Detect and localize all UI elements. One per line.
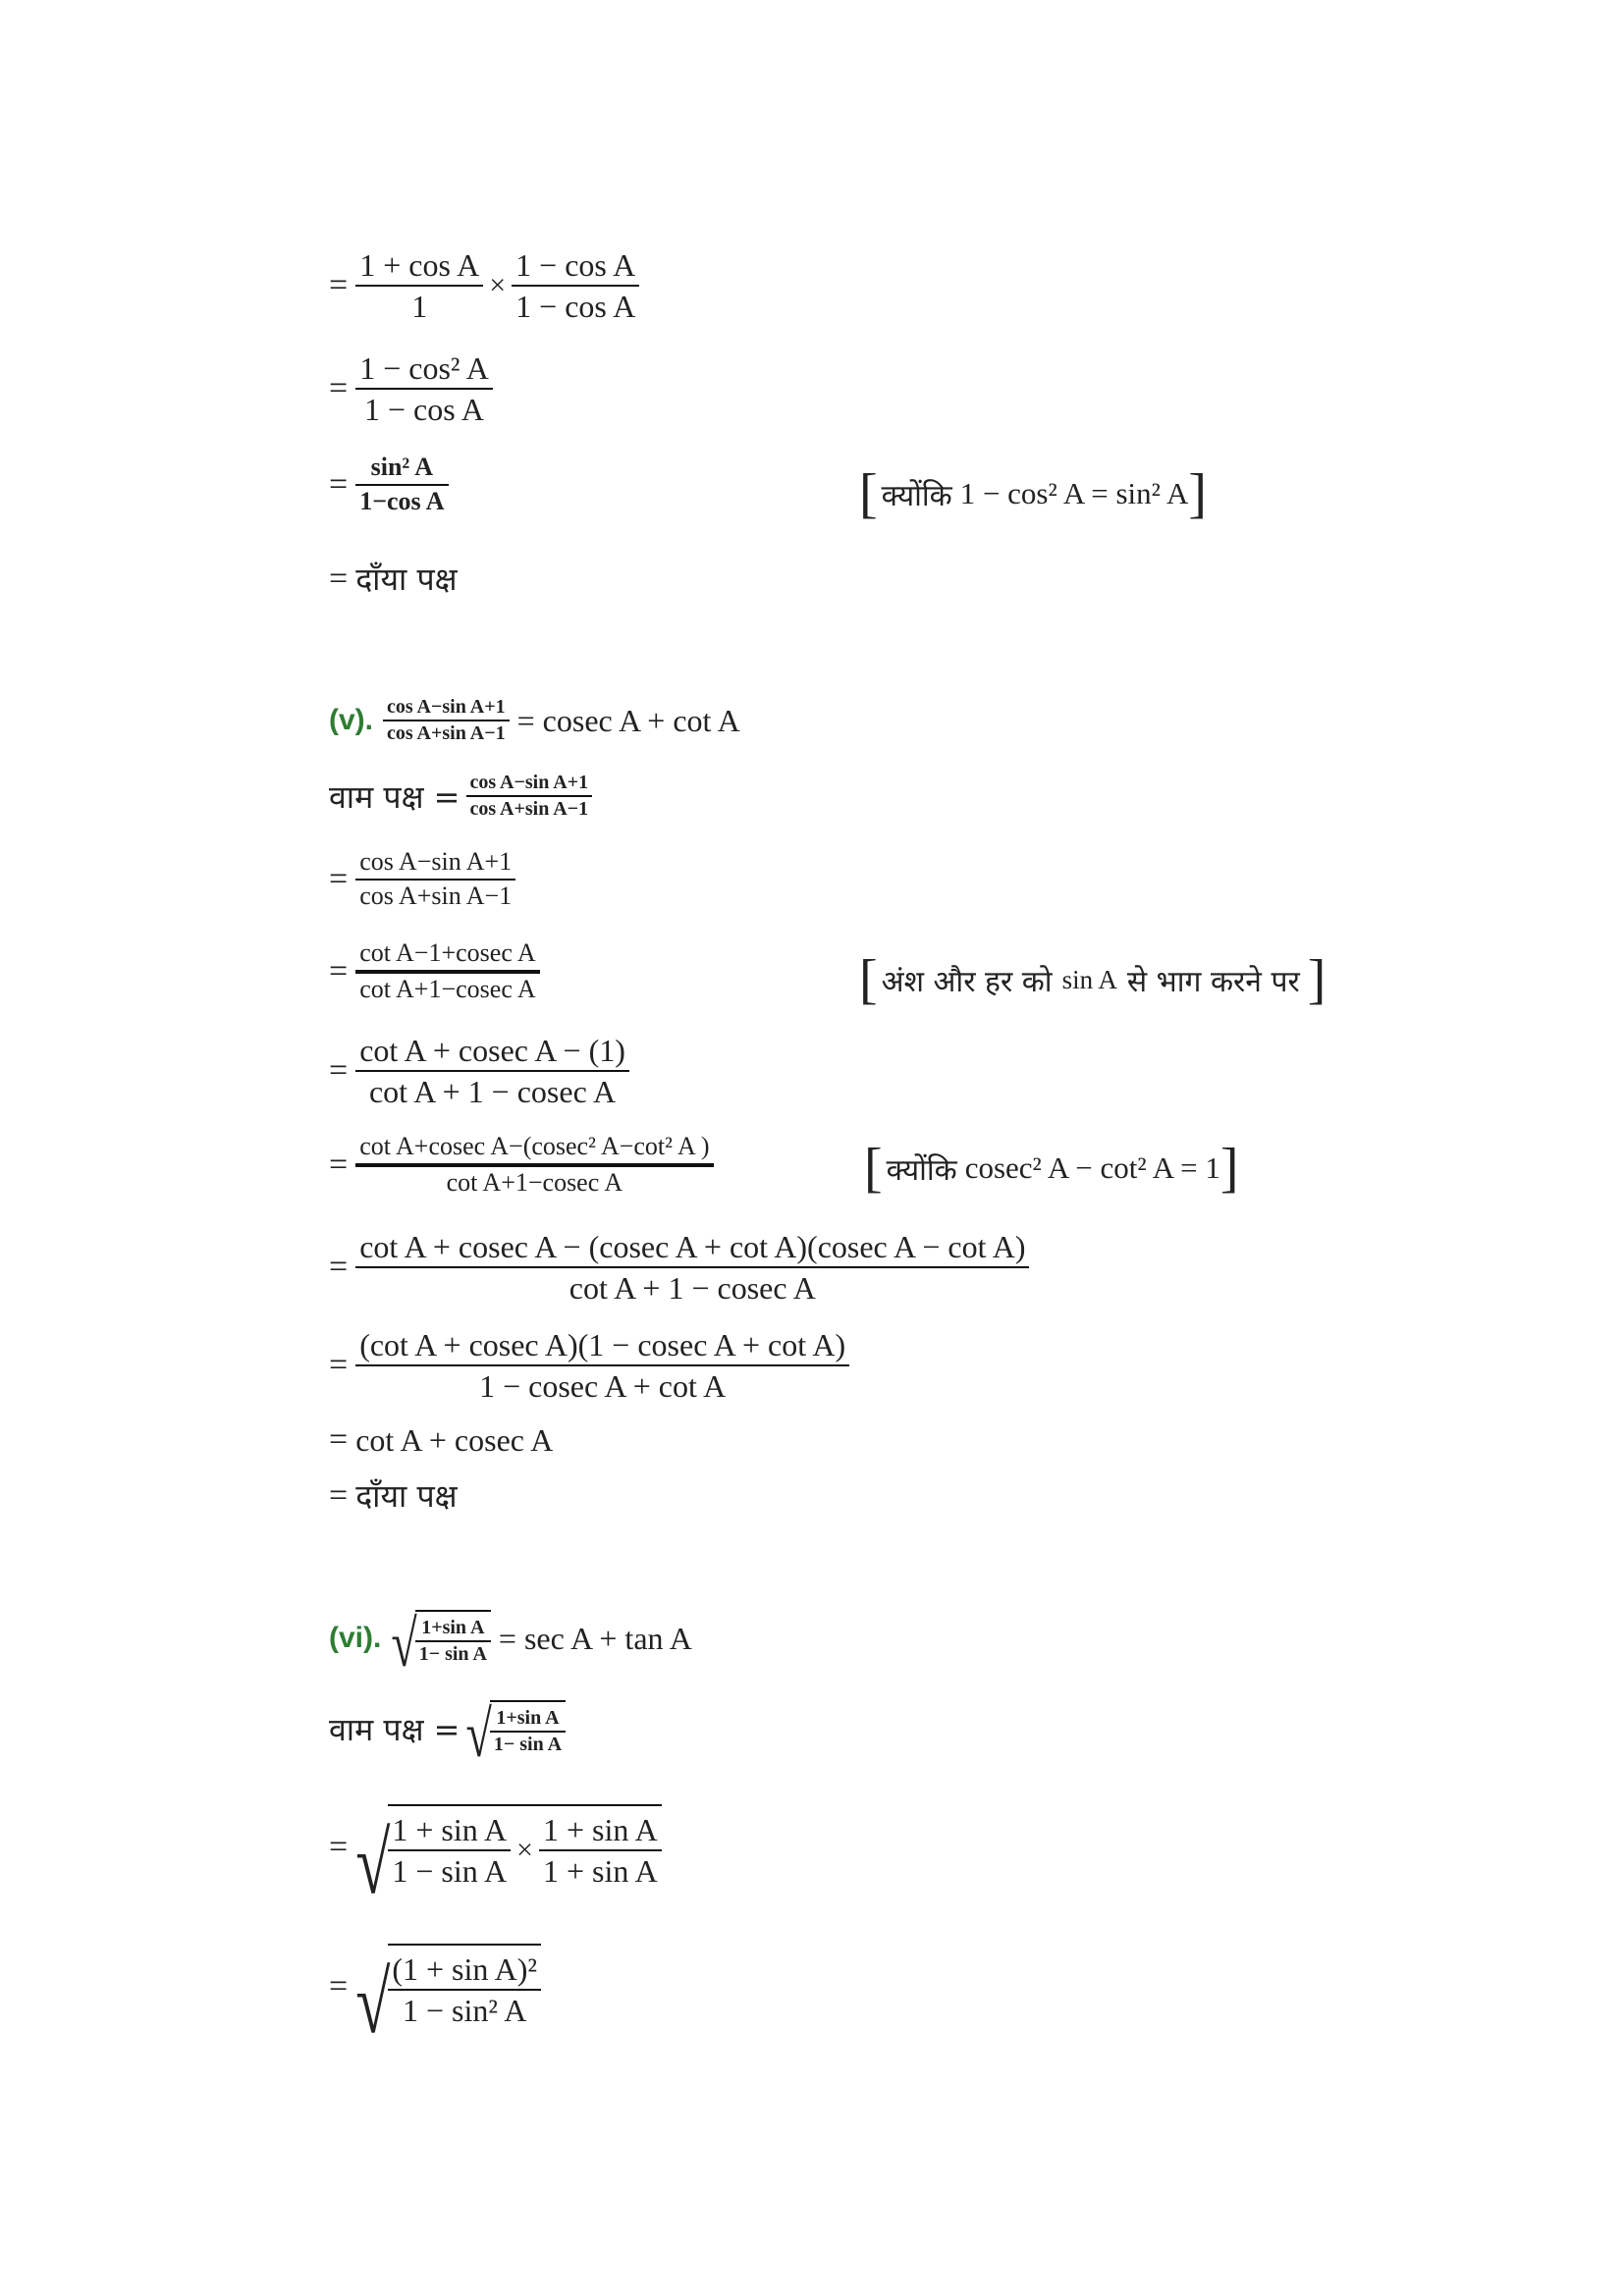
left-bracket: [ bbox=[859, 463, 878, 524]
times-sign: × bbox=[516, 1834, 533, 1866]
numerator: cos A−sin A+1 bbox=[387, 696, 506, 718]
fraction bbox=[355, 245, 483, 326]
fraction bbox=[355, 1031, 629, 1111]
equals-sign: = bbox=[329, 560, 349, 597]
fraction bbox=[355, 846, 515, 912]
numerator: 1 − cos² A bbox=[359, 350, 489, 386]
equals-sign: = bbox=[329, 1052, 349, 1089]
equals-sign: = bbox=[329, 1146, 349, 1183]
numerator: cos A−sin A+1 bbox=[469, 772, 589, 793]
equals-sign: = bbox=[329, 952, 349, 989]
equals-sign: = bbox=[329, 370, 349, 406]
note-hindi-because: क्योंकि bbox=[886, 1152, 957, 1188]
v-step-5 bbox=[329, 1227, 1029, 1308]
equals-sign: = bbox=[329, 1347, 349, 1383]
question-label: (vi). bbox=[329, 1622, 382, 1654]
denominator: 1− sin A bbox=[493, 1734, 563, 1755]
numerator: sin² A bbox=[370, 453, 434, 481]
fraction bbox=[355, 452, 448, 517]
denominator: 1 + sin A bbox=[542, 1853, 658, 1889]
rhs-text: दाँया पक्ष bbox=[355, 1477, 458, 1515]
radical-icon: √ bbox=[355, 1953, 391, 2052]
statement-rhs: = cosec A + cot A bbox=[516, 702, 740, 738]
left-bracket: [ bbox=[864, 1138, 883, 1199]
fraction bbox=[355, 1227, 1029, 1308]
denominator: cos A+sin A−1 bbox=[359, 881, 513, 910]
denominator: cot A+1−cosec A bbox=[359, 974, 536, 1003]
denominator: 1 − sin A bbox=[392, 1853, 508, 1889]
denominator: cot A+1−cosec A bbox=[446, 1167, 623, 1197]
note-math: cosec² A − cot² A = 1 bbox=[964, 1150, 1220, 1185]
v-step-3 bbox=[329, 1031, 629, 1111]
numerator: cos A−sin A+1 bbox=[359, 847, 513, 876]
numerator: 1 − cos A bbox=[515, 247, 636, 283]
iv-result bbox=[329, 558, 458, 600]
numerator: 1 + sin A bbox=[542, 1812, 658, 1847]
equals-sign: = bbox=[329, 1476, 349, 1514]
denominator: 1 bbox=[411, 289, 428, 324]
lhs-label: वाम पक्ष = bbox=[329, 1710, 460, 1748]
v-statement bbox=[329, 695, 740, 746]
iv-step-2 bbox=[329, 348, 493, 429]
v-step-2 bbox=[329, 937, 540, 1005]
denominator: cot A + 1 − cosec A bbox=[368, 1074, 617, 1109]
numerator: 1+sin A bbox=[496, 1707, 560, 1729]
numerator: cot A+cosec A−(cosec² A−cot² A ) bbox=[359, 1132, 710, 1160]
denominator: cos A+sin A−1 bbox=[469, 798, 589, 820]
numerator: 1 + cos A bbox=[359, 247, 480, 283]
note-hindi-because: क्योंकि bbox=[881, 478, 952, 513]
numerator: (cot A + cosec A)(1 − cosec A + cot A) bbox=[359, 1327, 846, 1362]
equals-sign: = bbox=[329, 1968, 349, 2004]
fraction bbox=[388, 1810, 511, 1891]
denominator: 1 − cosec A + cot A bbox=[479, 1368, 727, 1404]
fraction bbox=[466, 771, 593, 822]
right-bracket: ] bbox=[1307, 949, 1326, 1010]
square-root bbox=[391, 1608, 491, 1682]
fraction bbox=[355, 348, 493, 429]
denominator: 1− sin A bbox=[418, 1643, 487, 1665]
fraction bbox=[388, 1949, 541, 2030]
equals-sign: = bbox=[329, 1249, 349, 1285]
fraction bbox=[355, 937, 540, 1005]
denominator: 1−cos A bbox=[359, 486, 445, 515]
equals-sign: = bbox=[329, 267, 349, 303]
numerator: (1 + sin A)² bbox=[392, 1951, 537, 1987]
vi-statement bbox=[329, 1608, 692, 1682]
numerator: 1 + sin A bbox=[392, 1812, 508, 1847]
numerator: 1+sin A bbox=[421, 1617, 485, 1638]
numerator: cot A + cosec A − (cosec A + cot A)(cosec A − cot A) bbox=[359, 1229, 1026, 1264]
equals-sign: = bbox=[329, 1829, 349, 1865]
iv-step-3-note bbox=[859, 463, 1208, 524]
v-divide-note bbox=[859, 949, 1326, 1010]
statement-rhs: = sec A + tan A bbox=[498, 1620, 692, 1656]
v-identity-note bbox=[864, 1138, 1239, 1199]
numerator: cot A + cosec A − (1) bbox=[359, 1033, 625, 1068]
equals-sign: = bbox=[329, 860, 349, 897]
fraction bbox=[355, 1131, 713, 1199]
v-step-4 bbox=[329, 1131, 714, 1199]
fraction bbox=[512, 245, 639, 326]
left-bracket: [ bbox=[859, 949, 878, 1010]
note-math: 1 − cos² A = sin² A bbox=[959, 476, 1189, 510]
note-math: sin A bbox=[1061, 964, 1117, 994]
simplified-expression: cot A + cosec A bbox=[355, 1421, 554, 1458]
times-sign: × bbox=[489, 269, 507, 301]
denominator: 1 − cos A bbox=[515, 289, 636, 324]
lhs-label: वाम पक्ष = bbox=[329, 777, 460, 816]
fraction bbox=[383, 695, 510, 746]
fraction bbox=[415, 1616, 491, 1667]
denominator: cot A + 1 − cosec A bbox=[568, 1270, 816, 1306]
question-label: (v). bbox=[329, 704, 373, 736]
right-bracket: ] bbox=[1219, 1138, 1239, 1199]
v-result bbox=[329, 1474, 458, 1517]
radical-icon: √ bbox=[391, 1608, 417, 1682]
v-step-6 bbox=[329, 1325, 849, 1406]
radical-icon: √ bbox=[465, 1698, 492, 1772]
denominator: 1 − cos A bbox=[363, 392, 485, 427]
square-root bbox=[465, 1698, 567, 1772]
fraction bbox=[355, 1325, 849, 1406]
v-lhs bbox=[329, 771, 592, 822]
rhs-text: दाँया पक्ष bbox=[355, 561, 458, 598]
vi-step-2 bbox=[329, 1944, 541, 2052]
radical-icon: √ bbox=[355, 1814, 391, 1912]
square-root bbox=[355, 1944, 541, 2052]
fraction bbox=[539, 1810, 662, 1891]
right-bracket: ] bbox=[1188, 463, 1208, 524]
denominator: cos A+sin A−1 bbox=[387, 722, 506, 744]
note-hindi: अंश और हर को bbox=[881, 964, 1053, 999]
fraction bbox=[490, 1706, 566, 1757]
vi-step-1 bbox=[329, 1804, 662, 1912]
iv-step-3 bbox=[329, 452, 449, 517]
numerator: cot A−1+cosec A bbox=[359, 938, 536, 967]
equals-sign: = bbox=[329, 465, 349, 503]
v-simplified bbox=[329, 1421, 553, 1459]
v-step-1 bbox=[329, 846, 515, 912]
iv-step-1 bbox=[329, 245, 639, 326]
vi-lhs bbox=[329, 1698, 566, 1772]
note-hindi: से भाग करने पर bbox=[1126, 964, 1300, 999]
square-root bbox=[355, 1804, 662, 1912]
denominator: 1 − sin² A bbox=[402, 1993, 527, 2028]
equals-sign: = bbox=[329, 1421, 349, 1458]
